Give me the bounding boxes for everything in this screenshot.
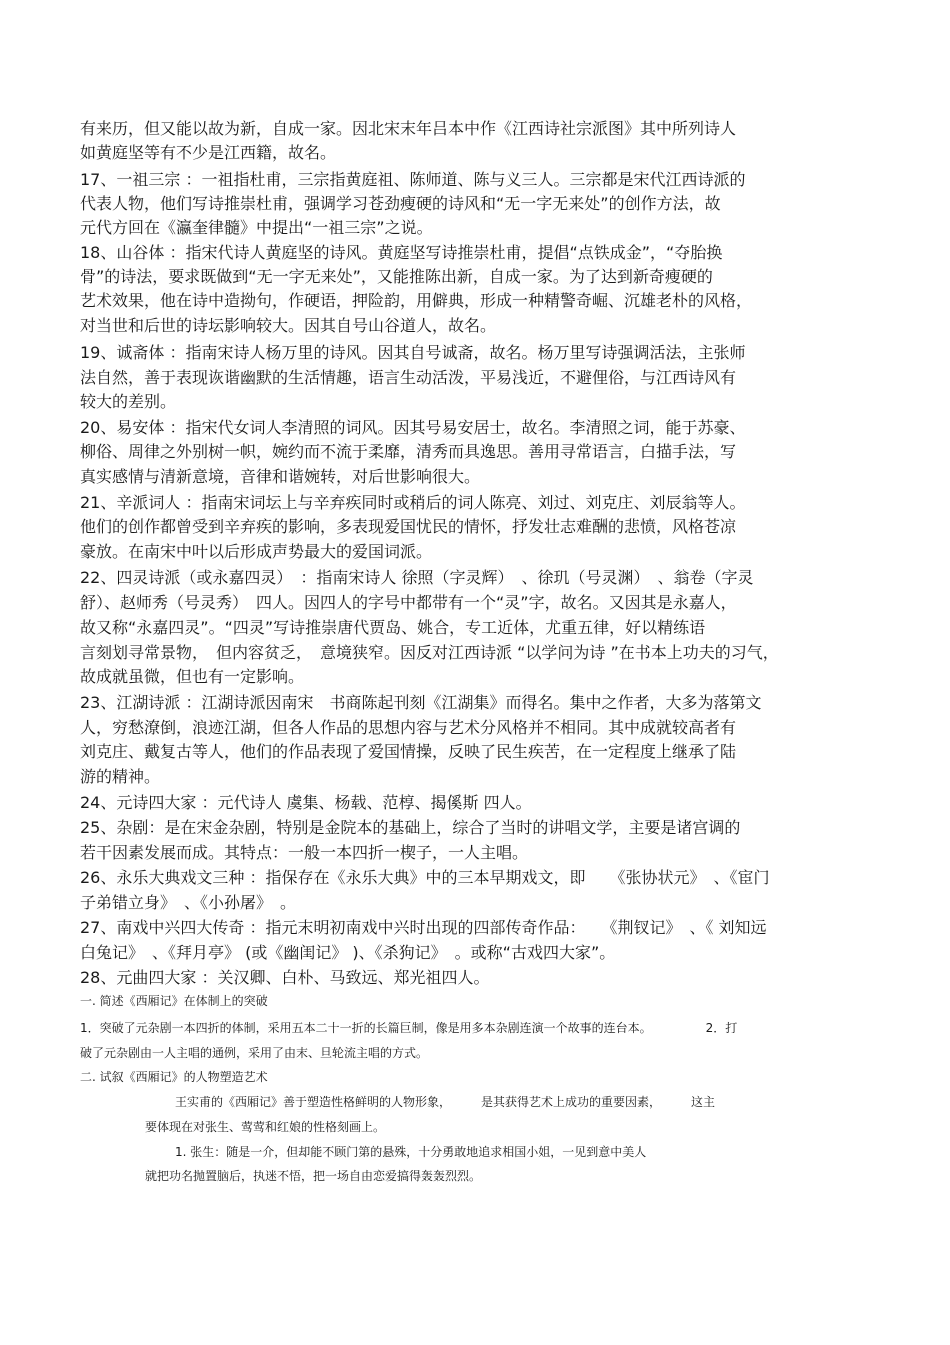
text-line: 游的精神。 [80,767,161,786]
text-line: 人，穷愁潦倒，浪迹江湖，但各人作品的思想内容与艺术分风格并不相同。其中成就较高者有 [80,718,737,737]
text-line: 24、元诗四大家 ：元代诗人 虞集、杨载、范椁、揭傒斯 四人。 [80,793,532,812]
text-line: 要体现在对张生、莺莺和红娘的性格刻画上。 [145,1120,386,1134]
text-line: 元代方回在《瀛奎律髓》中提出“一祖三宗”之说。 [80,218,433,237]
text-line: 19、诚斋体 ：指南宋诗人杨万里的诗风。因其自号诚斋，故名。杨万里写诗强调活法，主张师 [80,343,746,362]
text-line: 刘克庄、戴复古等人，他们的作品表现了爱国情操，反映了民生疾苦，在一定程度上继承了陆 [80,742,737,761]
text-line: 王实甫的《西厢记》善于塑造性格鲜明的人物形象， 是其获得艺术上成功的重要因素， 这主 [175,1095,716,1109]
text-line: 代表人物，他们写诗推崇杜甫，强调学习苍劲瘦硬的诗风和“无一字无来处”的创作方法，故 [80,194,721,213]
text-line: 故又称“永嘉四灵”。“四灵”写诗推崇唐代贾岛、姚合，专工近体，尤重五律，好以精练语 [80,618,706,637]
text-line: 舒）、赵师秀（号灵秀） 四人。因四人的字号中都带有一个“灵”字，故名。又因其是永嘉人， [80,593,737,612]
text-line: 有来历，但又能以故为新，自成一家。因北宋末年吕本中作《江西诗社宗派图》其中所列诗人 [80,119,737,138]
text-line: 18、山谷体 ：指宋代诗人黄庭坚的诗风。黄庭坚写诗推崇杜甫，提倡“点铁成金”，“夺胎换 [80,243,723,262]
text-line: 就把功名抛置脑后，执迷不悟，把一场自由恋爱搞得轰轰烈烈。 [145,1169,482,1183]
text-line: 子弟错立身》 、《小孙屠》 。 [80,893,297,912]
text-line: 言刻划寻常景物， 但内容贫乏， 意境狭窄。因反对江西诗派 “以学问为诗 ”在书本上功夫的习气， [80,643,779,662]
text-line: 1．突破了元杂剧一本四折的体制，采用五本二十一折的长篇巨制，像是用多本杂剧连演一个故事的连台本。 2．打 [80,1021,738,1035]
text-line: 17、一祖三宗 ：一祖指杜甫，三宗指黄庭祖、陈师道、陈与义三人。三宗都是宋代江西诗派的 [80,170,746,189]
text-line: 故成就虽微，但也有一定影响。 [80,667,305,686]
text-line: 对当世和后世的诗坛影响较大。因其自号山谷道人，故名。 [80,316,497,335]
text-line: 23、江湖诗派 ：江湖诗派因南宋 书商陈起刊刻《江湖集》而得名。集中之作者，大多为落第文 [80,693,762,712]
text-line: 26、永乐大典戏文三种 ：指保存在《永乐大典》中的三本早期戏文，即 《张协状元》 、《宦门 [80,868,770,887]
text-line: 白兔记》 、《拜月亭》 (或《幽闺记》 )、《杀狗记》 。或称“古戏四大家”。 [80,943,616,962]
text-line: 骨”的诗法，要求既做到“无一字无来处”，又能推陈出新，自成一家。为了达到新奇瘦硬的 [80,267,713,286]
section-heading: 二. 试叙《西厢记》的人物塑造艺术 [80,1070,268,1084]
text-line: 27、南戏中兴四大传奇 ：指元末明初南戏中兴时出现的四部传奇作品： 《荆钗记》 、《 刘知远 [80,918,767,937]
text-line: 破了元杂剧由一人主唱的通例，采用了由末、旦轮流主唱的方式。 [80,1046,429,1060]
text-line: 28、元曲四大家 ：关汉卿、白朴、马致远、郑光祖四人。 [80,968,490,987]
text-line: 柳俗、周律之外别树一帜，婉约而不流于柔靡，清秀而具逸思。善用寻常语言，白描手法，写 [80,442,737,461]
text-line: 真实感情与清新意境，音律和谐婉转，对后世影响很大。 [80,467,481,486]
text-line: 如黄庭坚等有不少是江西籍，故名。 [80,143,337,162]
text-line: 25、杂剧：是在宋金杂剧，特别是金院本的基础上，综合了当时的讲唱文学，主要是诸宫调的 [80,818,741,837]
text-line: 他们的创作都曾受到辛弃疾的影响，多表现爱国忧民的情怀，抒发壮志难酬的悲愤，风格苍凉 [80,517,737,536]
text-line: 22、四灵诗派（或永嘉四灵） ：指南宋诗人 徐照（字灵辉） 、徐玑（号灵渊） 、翁卷（字灵 [80,568,754,587]
text-line: 豪放。在南宋中叶以后形成声势最大的爱国词派。 [80,542,433,561]
text-line: 21、辛派词人 ：指南宋词坛上与辛弃疾同时或稍后的词人陈亮、刘过、刘克庄、刘辰翁等人。 [80,493,746,512]
text-line: 20、易安体 ：指宋代女词人李清照的词风。因其号易安居士，故名。李清照之词，能于苏豪、 [80,418,746,437]
text-line: 较大的差别。 [80,392,177,411]
text-line: 艺术效果，他在诗中造拗句，作硬语，押险韵，用僻典，形成一种精警奇崛、沉雄老朴的风格， [80,291,753,310]
text-line: 1. 张生：随是一介，但却能不顾门第的悬殊，十分勇敢地追求相国小姐，一见到意中美人 [175,1145,647,1159]
section-heading: 一. 简述《西厢记》在体制上的突破 [80,994,268,1008]
text-line: 法自然，善于表现诙谐幽默的生活情趣，语言生动活泼，平易浅近，不避俚俗，与江西诗风有 [80,368,737,387]
text-line: 若干因素发展而成。其特点：一般一本四折一楔子，一人主唱。 [80,843,529,862]
